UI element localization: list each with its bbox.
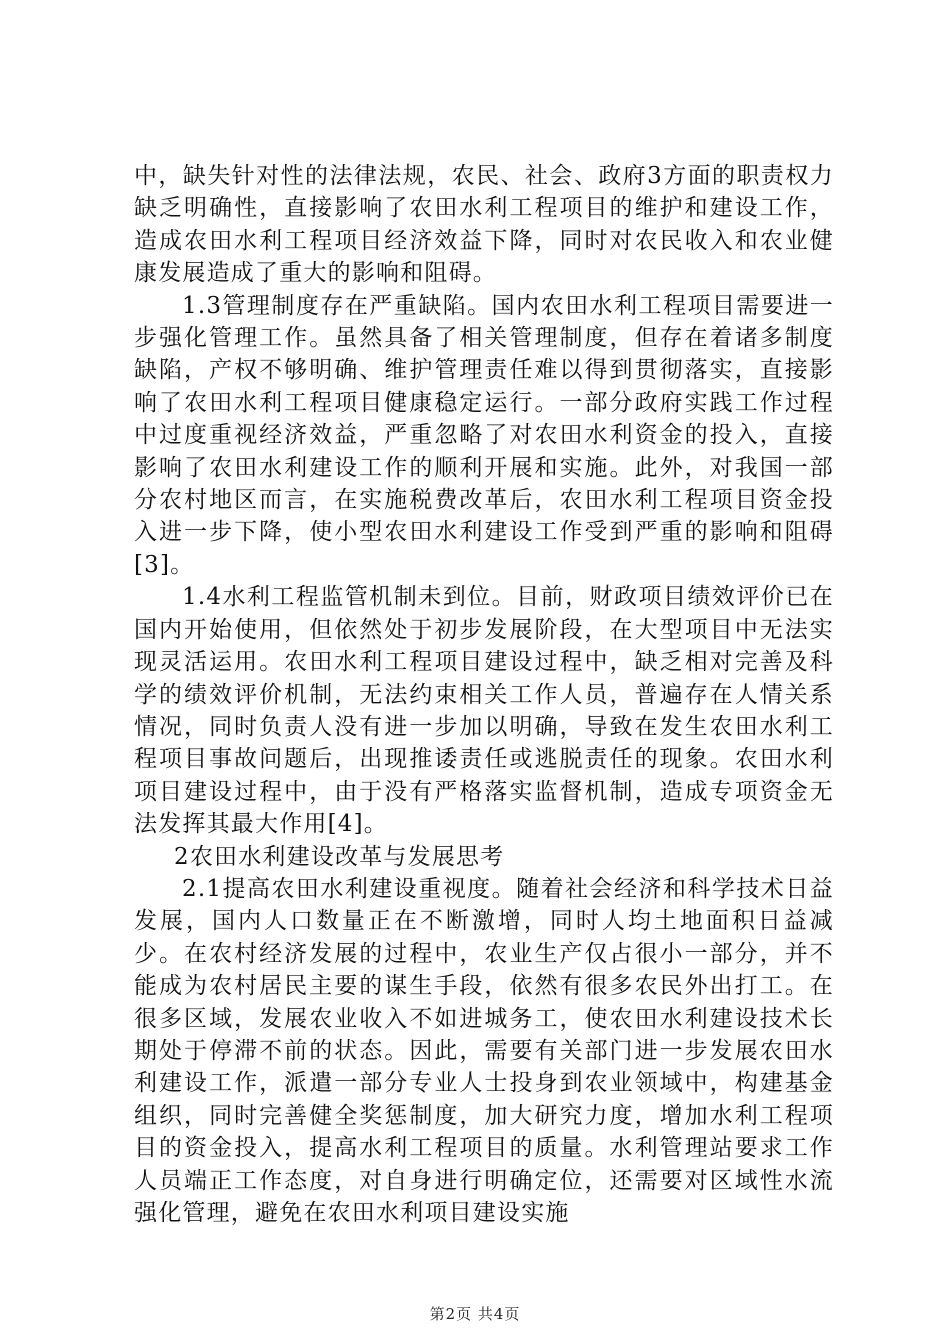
paragraph-section-1-4: 1.4水利工程监管机制未到位。目前，财政项目绩效评价已在国内开始使用，但依然处于初步发展阶段，在大型项目中无法实现灵活运用。农田水利工程项目建设过程中，缺乏相对完善及科学的绩效评价机制，无法约束相关工作人员，普遍存在人情关系情况，同时负责人没有进一步加以明确，导致在发生农田水利工程项目事故问题后，出现推诿责任或逃脱责任的现象。农田水利项目建设过程中，由于没有严格落实监督机制，造成专项资金无法发挥其最大作用[4]。 (134, 584, 834, 838)
section-heading-2: 2农田水利建设改革与发展思考 (174, 843, 505, 870)
paragraph-continuation: 中，缺失针对性的法律法规，农民、社会、政府3方面的职责权力缺乏明确性，直接影响了农田水利工程项目的维护和建设工作，造成农田水利工程项目经济效益下降，同时对农民收入和农业健康发展造成了重大的影响和阻碍。 (134, 163, 834, 287)
page-footer: 第2页 共4页 (429, 1305, 521, 1323)
document-body (134, 160, 834, 1229)
paragraph-section-1-3: 1.3管理制度存在严重缺陷。国内农田水利工程项目需要进一步强化管理工作。虽然具备了相关管理制度，但存在着诸多制度缺陷，产权不够明确、维护管理责任难以得到贯彻落实，直接影响了农田水利工程项目健康稳定运行。一部分政府实践工作过程中过度重视经济效益，严重忽略了对农田水利资金的投入，直接影响了农田水利建设工作的顺利开展和实施。此外，对我国一部分农村地区而言，在实施税费改革后，农田水利工程项目资金投入进一步下降，使小型农田水利建设工作受到严重的影响和阻碍[3]。 (134, 292, 834, 578)
paragraph-section-2-1: 2.1提高农田水利建设重视度。随着社会经济和科学技术日益发展，国内人口数量正在不断激增，同时人均土地面积日益减少。在农村经济发展的过程中，农业生产仅占很小一部分，并不能成为农村居民主要的谋生手段，依然有很多农民外出打工。在很多区域，发展农业收入不如进城务工，使农田水利建设技术长期处于停滞不前的状态。因此，需要有关部门进一步发展农田水利建设工作，派遣一部分专业人士投身到农业领域中，构建基金组织，同时完善健全奖惩制度，加大研究力度，增加水利工程项目的资金投入，提高水利工程项目的质量。水利管理站要求工作人员端正工作态度，对自身进行明确定位，还需要对区域性水流强化管理，避免在农田水利项目建设实施 (134, 875, 834, 1226)
